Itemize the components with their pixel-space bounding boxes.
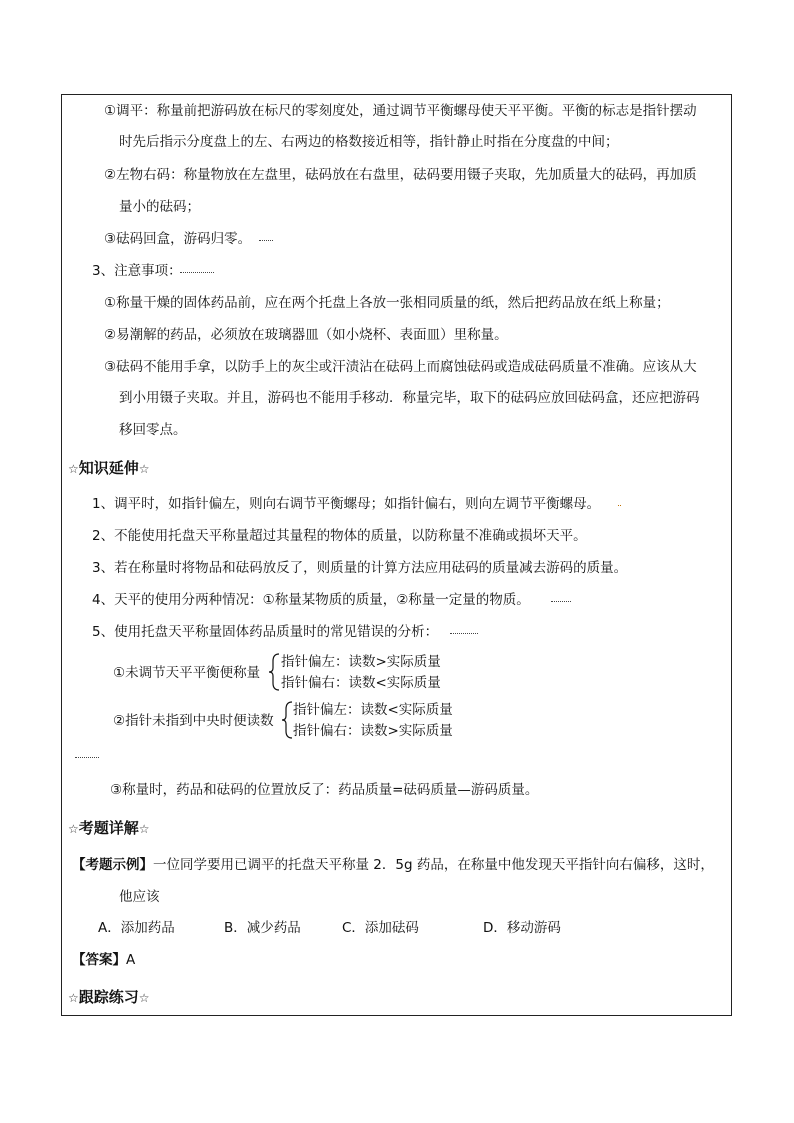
step-balance-line1: ①调平：称量前把游码放在标尺的零刻度处，通过调节平衡螺母使天平平衡。平衡的标志是指针摆动 [104,103,697,119]
exam-heading [68,818,150,839]
note-2: ②易潮解的药品，必须放在玻璃器皿（如小烧杯、表面皿）里称量。 [104,327,508,343]
note-3-line1: ③砝码不能用手拿，以防手上的灰尘或汗渍沾在砝码上而腐蚀砝码或造成砝码质量不准确。应该从大 [104,359,697,375]
edit-mark [180,272,214,273]
step-reset: ③砝码回盒，游码归零。 [104,231,252,247]
edit-mark [75,757,99,758]
practice-heading [68,987,150,1008]
star-icon: ☆ [138,462,150,476]
extension-item-1: 1、调平时，如指针偏左，则向右调节平衡螺母；如指针偏右，则向左调节平衡螺母。 [92,496,601,512]
case-1-right: 指针偏右：读数<实际质量 [281,675,441,691]
edit-mark [450,633,478,634]
star-icon: ☆ [68,462,79,476]
extension-item-5: 5、使用托盘天平称量固体药品质量时的常见错误的分析： [92,624,439,640]
practice-heading-text: 跟踪练习 [78,988,139,1006]
step-balance-line2: 时先后指示分度盘上的左、右两边的格数接近相等，指针静止时指在分度盘的中间； [119,134,619,150]
exam-question-line1 [72,856,714,874]
brace-icon [268,653,280,691]
option-c: C．添加砝码 [342,920,419,936]
step-weights-line1: ②左物右码：称量物放在左盘里，砝码放在右盘里，砝码要用镊子夹取，先加质量大的砝码，再加质 [104,167,697,183]
note-3-line3: 移回零点。 [119,422,187,438]
case-2-left: 指针偏左：读数<实际质量 [293,702,453,718]
edit-mark [618,505,621,506]
case-3: ③称量时，药品和砝码的位置放反了：药品质量=砝码质量—游码质量。 [110,782,539,798]
exam-heading-text: 考题详解 [78,819,139,837]
answer-line [72,951,135,969]
answer-value: A [126,952,136,968]
edit-mark [551,601,571,602]
note-3-line2: 到小用镊子夹取。并且，游码也不能用手移动．称量完毕，取下的砝码应放回砝码盒，还应把游码 [119,390,700,406]
extension-heading [68,458,150,479]
star-icon: ☆ [68,991,79,1005]
option-b: B．减少药品 [224,920,301,936]
case-2-label: ②指针未指到中央时便读数 [113,713,274,729]
extension-heading-text: 知识延伸 [78,459,139,477]
step-weights-line2: 量小的砝码； [119,199,200,215]
star-icon: ☆ [138,991,150,1005]
option-a: A．添加药品 [98,920,175,936]
note-1: ①称量干燥的固体药品前，应在两个托盘上各放一张相同质量的纸，然后把药品放在纸上称量； [104,295,670,311]
extension-item-3: 3、若在称量时将物品和砝码放反了，则质量的计算方法应用砝码的质量减去游码的质量。 [92,560,628,576]
case-1-label: ①未调节天平平衡便称量 [113,665,261,681]
exam-question-text: 一位同学要用已调平的托盘天平称量 2．5g 药品，在称量中他发现天平指针向右偏移，这时， [153,857,714,873]
option-d: D．移动游码 [483,920,561,936]
star-icon: ☆ [68,822,79,836]
edit-mark [259,240,273,241]
answer-tag: 【答案】 [72,952,126,968]
extension-item-4: 4、天平的使用分两种情况：①称量某物质的质量，②称量一定量的物质。 [92,592,530,608]
case-1-left: 指针偏左：读数>实际质量 [281,654,441,670]
brace-icon [281,701,293,739]
exam-tag: 【考题示例】 [72,857,153,873]
extension-item-2: 2、不能使用托盘天平称量超过其量程的物体的质量，以防称量不准确或损坏天平。 [92,528,587,544]
exam-question-line2: 他应该 [119,889,160,905]
notes-title: 3、注意事项： [92,263,182,279]
star-icon: ☆ [138,822,150,836]
case-2-right: 指针偏右：读数>实际质量 [293,723,453,739]
